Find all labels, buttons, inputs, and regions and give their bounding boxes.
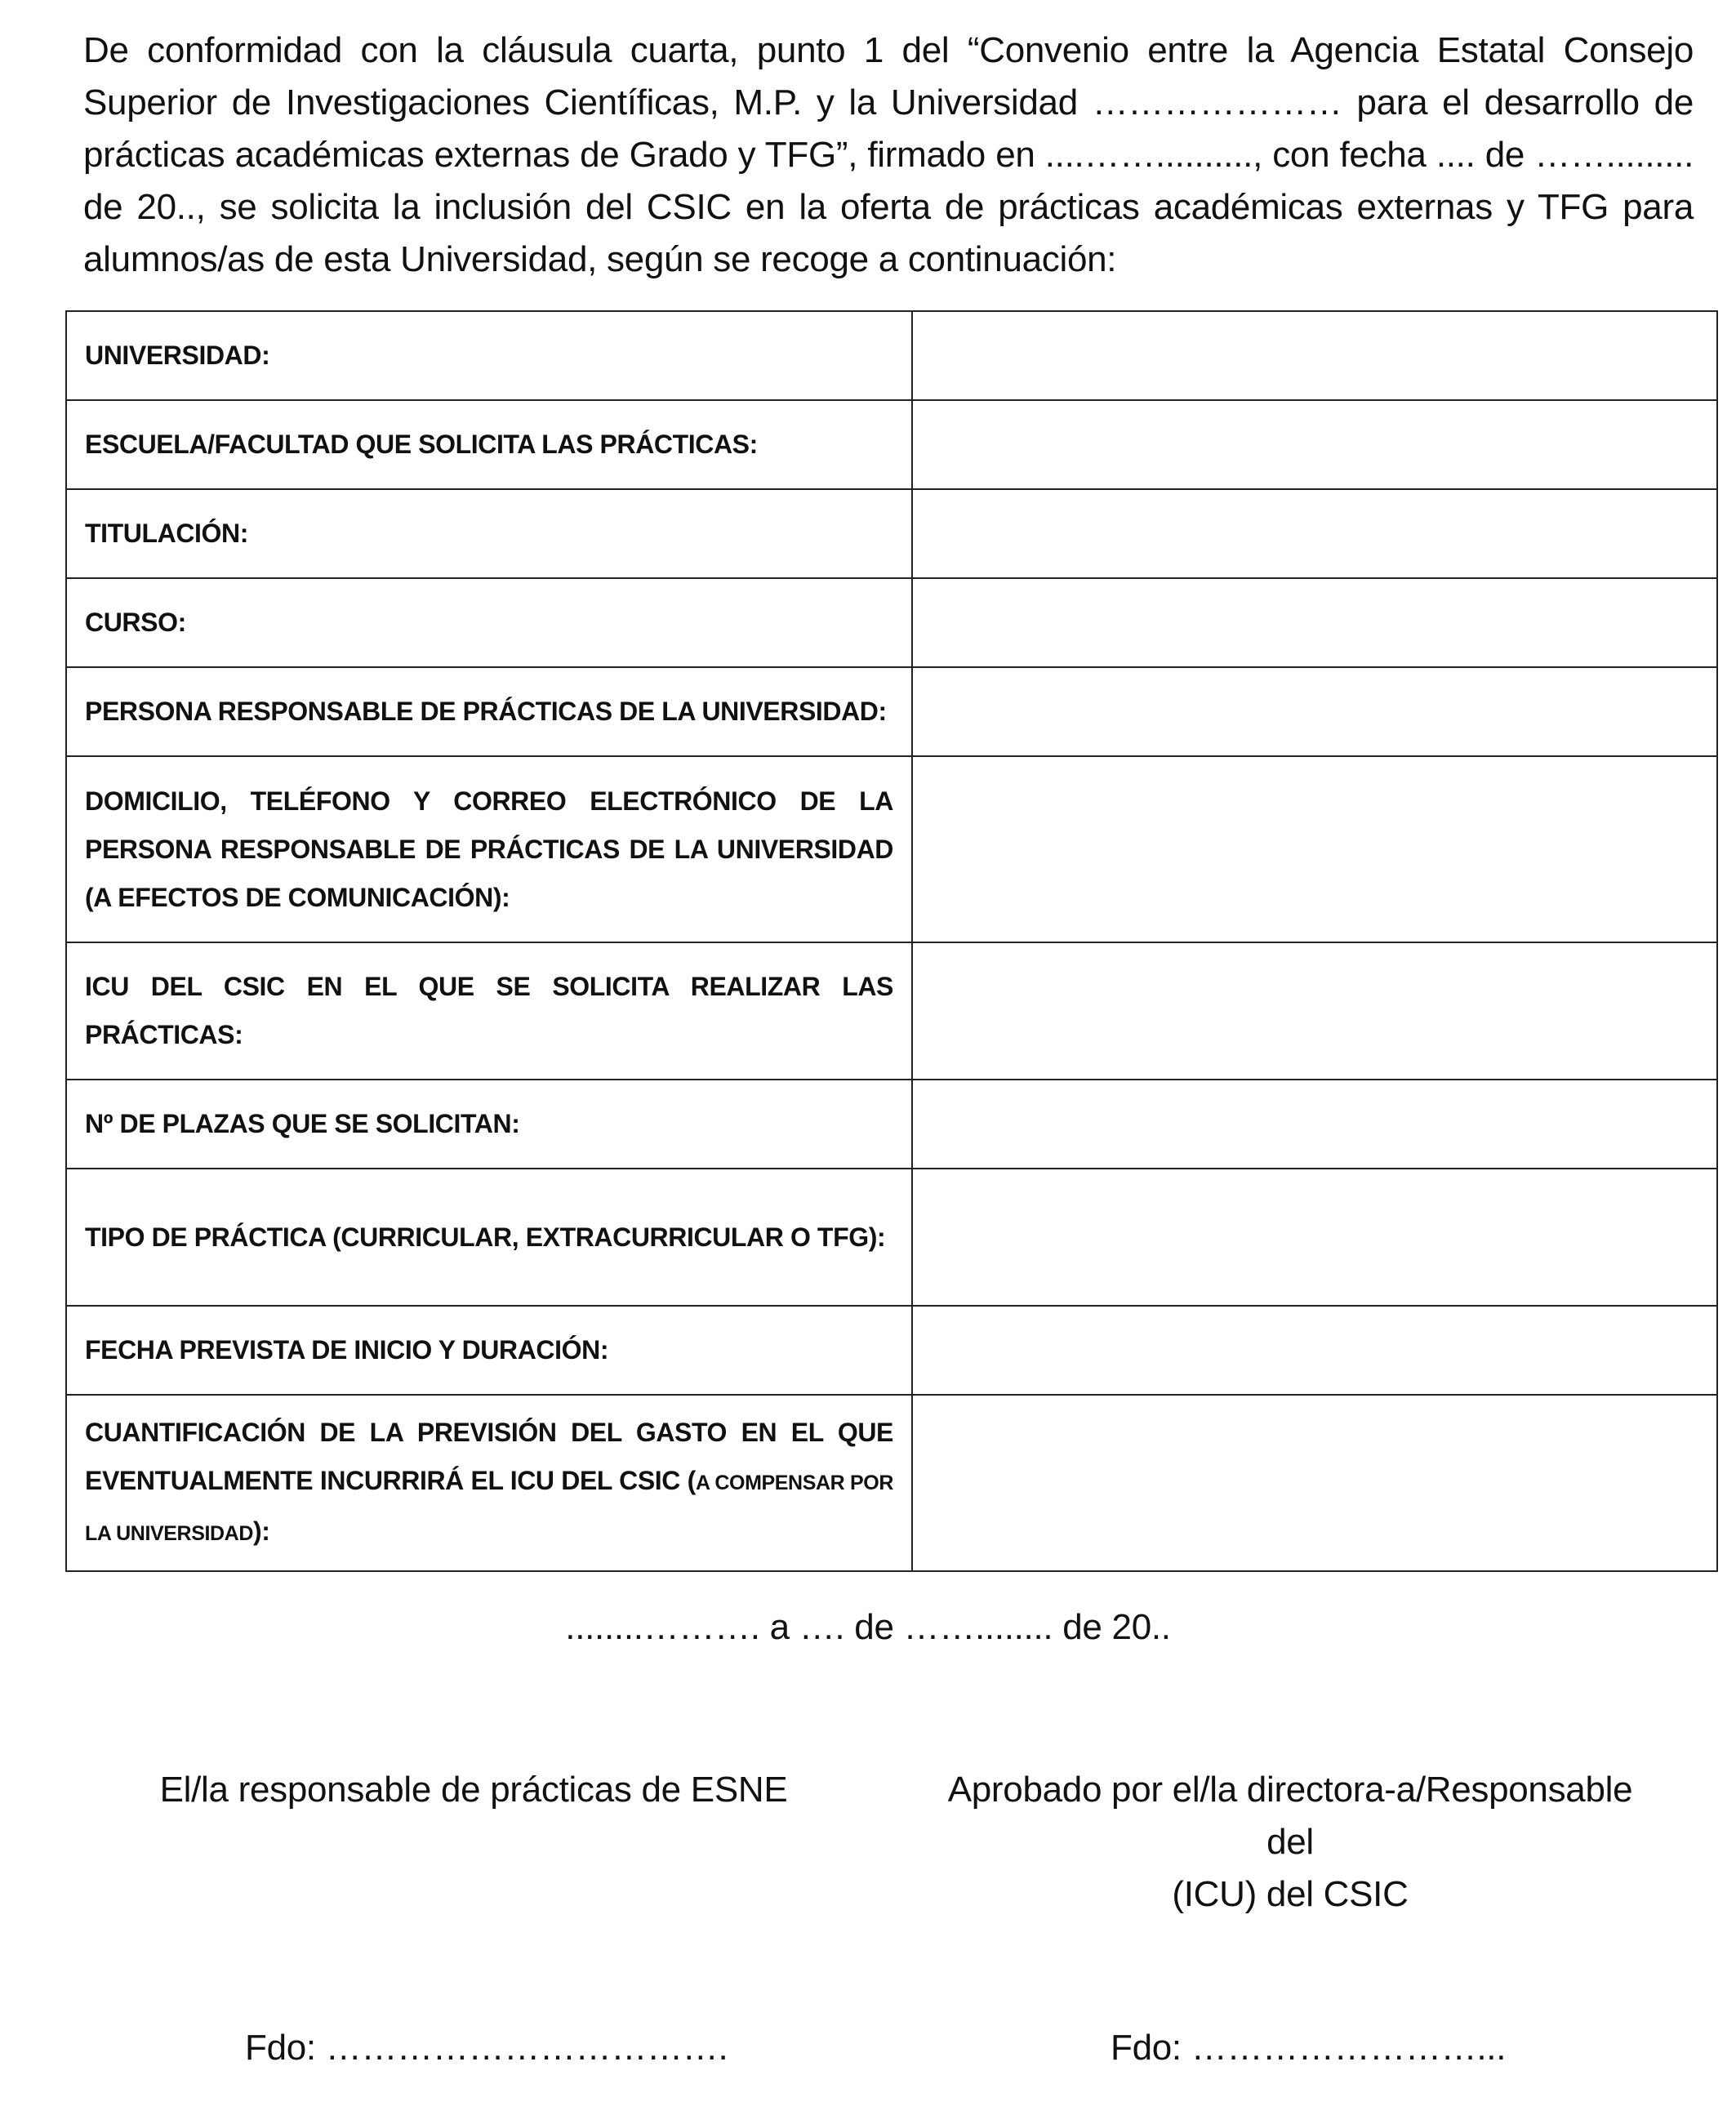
field-value-tipo-practica[interactable]: [912, 1169, 1717, 1306]
cuantificacion-label-small: A COMPENSAR POR LA UNIVERSIDAD: [85, 1471, 893, 1545]
intro-paragraph: De conformidad con la cláusula cuarta, punto 1 del “Convenio entre la Agencia Estatal Consejo Superior de Investigaciones Científicas, M.P. y la Universidad ………………… para el desarrollo de prácticas académicas externas de Grado y TFG”, firmado en ....…….........., con fecha .... de ……......... de 20.., se solicita la inclusión del CSIC en la oferta de prácticas académicas externas y TFG para alumnos/as de esta Universidad, según se recoge a continuación:: [83, 30, 1694, 279]
table-row: [66, 489, 1717, 578]
field-value-num-plazas[interactable]: [912, 1080, 1717, 1169]
signature-right-title: [931, 1764, 1649, 1921]
field-label-fecha-inicio: FECHA PREVISTA DE INICIO Y DURACIÓN:: [66, 1306, 912, 1395]
field-label-tipo-practica: TIPO DE PRÁCTICA (CURRICULAR, EXTRACURRICULAR O TFG):: [66, 1169, 912, 1306]
field-label-persona-responsable: PERSONA RESPONSABLE DE PRÁCTICAS DE LA UNIVERSIDAD:: [66, 667, 912, 756]
field-label-icu: ICU DEL CSIC EN EL QUE SE SOLICITA REALIZAR LAS PRÁCTICAS:: [66, 942, 912, 1080]
field-value-escuela-facultad[interactable]: [912, 400, 1717, 489]
field-label-cuantificacion-gasto: [66, 1395, 912, 1571]
table-row: [66, 1080, 1717, 1169]
table-row: [66, 311, 1717, 400]
field-value-titulacion[interactable]: [912, 489, 1717, 578]
cuantificacion-label-main: CUANTIFICACIÓN DE LA PREVISIÓN DEL GASTO EN EL QUE EVENTUALMENTE INCURRIRÁ EL ICU DEL CSIC (: [85, 1417, 893, 1495]
signature-right-title-line1: Aprobado por el/la directora-a/Responsable del: [947, 1770, 1633, 1862]
field-label-curso: CURSO:: [66, 578, 912, 667]
field-value-domicilio-contacto[interactable]: [912, 756, 1717, 942]
table-row: [66, 1306, 1717, 1395]
signature-left-title: El/la responsable de prácticas de ESNE: [159, 1770, 788, 1810]
field-label-titulacion: TITULACIÓN:: [66, 489, 912, 578]
table-row: [66, 1395, 1717, 1571]
signature-right-title-line2: (ICU) del CSIC: [1172, 1874, 1409, 1914]
field-label-universidad: UNIVERSIDAD:: [66, 311, 912, 400]
field-label-escuela-facultad: ESCUELA/FACULTAD QUE SOLICITA LAS PRÁCTICAS:: [66, 400, 912, 489]
field-value-persona-responsable[interactable]: [912, 667, 1717, 756]
table-row: [66, 942, 1717, 1080]
table-row: [66, 400, 1717, 489]
signature-right-fdo: Fdo: ……………………...: [1111, 2028, 1507, 2068]
request-form-table: [65, 310, 1718, 1572]
table-row: [66, 578, 1717, 667]
table-row: [66, 1169, 1717, 1306]
field-value-fecha-inicio[interactable]: [912, 1306, 1717, 1395]
field-value-curso[interactable]: [912, 578, 1717, 667]
table-row: [66, 667, 1717, 756]
table-row: [66, 756, 1717, 942]
field-value-universidad[interactable]: [912, 311, 1717, 400]
cuantificacion-label-end: ):: [253, 1516, 270, 1546]
field-value-cuantificacion-gasto[interactable]: [912, 1395, 1717, 1571]
field-label-num-plazas: Nº DE PLAZAS QUE SE SOLICITAN:: [66, 1080, 912, 1169]
signature-left-fdo: Fdo: …………………………….: [245, 2028, 728, 2068]
field-label-domicilio-contacto: DOMICILIO, TELÉFONO Y CORREO ELECTRÓNICO DE LA PERSONA RESPONSABLE DE PRÁCTICAS DE LA UNIVERSIDAD (A EFECTOS DE COMUNICACIÓN):: [66, 756, 912, 942]
place-date-line: ........………. a …. de ……........ de 20..: [565, 1607, 1171, 1647]
field-value-icu[interactable]: [912, 942, 1717, 1080]
